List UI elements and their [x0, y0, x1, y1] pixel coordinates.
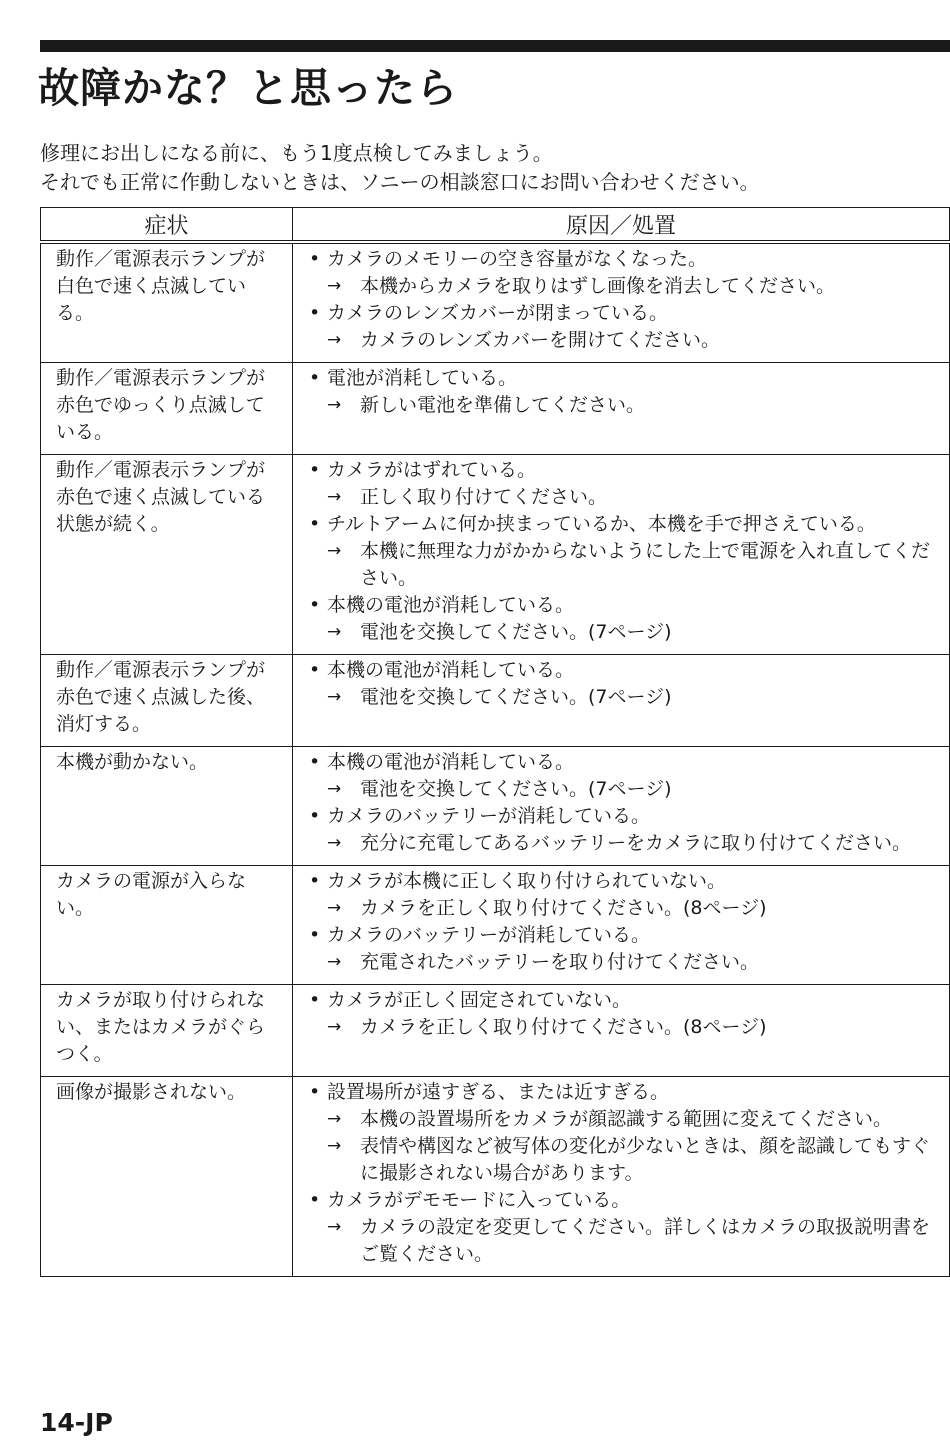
cause-item	[307, 300, 939, 327]
intro-line: それでも正常に作動しないときは、ソニーの相談窓口にお問い合わせください。	[40, 170, 760, 194]
arrow-right-icon: →	[327, 395, 342, 415]
cause-remedy-cell	[293, 1077, 950, 1277]
cause-text: 本機の電池が消耗している。	[327, 594, 575, 616]
remedy-text: 充電されたバッテリーを取り付けてください。	[360, 951, 760, 973]
column-header-cause-remedy: 原因／処置	[293, 208, 950, 243]
cause-text: カメラが本機に正しく取り付けられていない。	[327, 870, 727, 892]
cause-text: カメラのバッテリーが消耗している。	[327, 805, 651, 827]
cause-item	[307, 987, 939, 1014]
remedy-item	[307, 1106, 939, 1133]
cause-text: チルトアームに何か挟まっているか、本機を手で押さえている。	[327, 513, 876, 535]
page-title: 故障かな？と思ったら	[38, 64, 458, 112]
cause-remedy-cell	[293, 455, 950, 655]
intro-text	[40, 139, 760, 197]
page-number: 14-JP	[40, 1408, 113, 1437]
bullet-icon: •	[309, 870, 321, 892]
remedy-text: 電池を交換してください。(7ページ)	[360, 686, 672, 708]
arrow-right-icon: →	[327, 779, 342, 799]
table-row	[41, 455, 950, 655]
remedy-item	[307, 273, 939, 300]
intro-line: 修理にお出しになる前に、もう1度点検してみましょう。	[40, 141, 553, 165]
bullet-icon: •	[309, 989, 321, 1011]
remedy-text: カメラのレンズカバーを開けてください。	[360, 329, 720, 351]
arrow-right-icon: →	[327, 276, 342, 296]
remedy-text: 電池を交換してください。(7ページ)	[360, 778, 672, 800]
table-row	[41, 655, 950, 747]
table-row	[41, 1077, 950, 1277]
cause-text: カメラのバッテリーが消耗している。	[327, 924, 651, 946]
arrow-right-icon: →	[327, 1017, 342, 1037]
remedy-text: 本機に無理な力がかからないようにした上で電源を入れ直してください。	[360, 540, 931, 589]
remedy-text: 電池を交換してください。(7ページ)	[360, 621, 672, 643]
remedy-item	[307, 895, 939, 922]
title-rule	[40, 40, 950, 52]
table-row	[41, 363, 950, 455]
remedy-text: カメラを正しく取り付けてください。(8ページ)	[360, 1016, 767, 1038]
bullet-icon: •	[309, 594, 321, 616]
cause-text: カメラが正しく固定されていない。	[327, 989, 632, 1011]
remedy-item	[307, 776, 939, 803]
bullet-icon: •	[309, 367, 321, 389]
remedy-item	[307, 327, 939, 354]
remedy-item	[307, 392, 939, 419]
table-row	[41, 866, 950, 985]
symptom-cell: 動作／電源表示ランプが赤色で速く点滅した後、消灯する。	[41, 655, 293, 747]
cause-item	[307, 803, 939, 830]
arrow-right-icon: →	[327, 833, 342, 853]
cause-remedy-cell	[293, 985, 950, 1077]
arrow-right-icon: →	[327, 687, 342, 707]
arrow-right-icon: →	[327, 487, 342, 507]
remedy-text: カメラの設定を変更してください。詳しくはカメラの取扱説明書をご覧ください。	[360, 1216, 931, 1265]
remedy-item	[307, 949, 939, 976]
bullet-icon: •	[309, 751, 321, 773]
cause-item	[307, 365, 939, 392]
remedy-text: 本機の設置場所をカメラが顔認識する範囲に変えてください。	[360, 1108, 893, 1130]
arrow-right-icon: →	[327, 541, 342, 561]
cause-remedy-cell	[293, 363, 950, 455]
symptom-cell: 動作／電源表示ランプが白色で速く点滅している。	[41, 242, 293, 363]
cause-item	[307, 868, 939, 895]
bullet-icon: •	[309, 459, 321, 481]
cause-text: 本機の電池が消耗している。	[327, 659, 575, 681]
remedy-text: カメラを正しく取り付けてください。(8ページ)	[360, 897, 767, 919]
remedy-item	[307, 1133, 939, 1187]
cause-item	[307, 1187, 939, 1214]
symptom-cell: カメラの電源が入らない。	[41, 866, 293, 985]
remedy-text: 本機からカメラを取りはずし画像を消去してください。	[360, 275, 836, 297]
cause-text: 設置場所が遠すぎる、または近すぎる。	[327, 1081, 670, 1103]
remedy-text: 新しい電池を準備してください。	[360, 394, 646, 416]
remedy-item	[307, 1214, 939, 1268]
bullet-icon: •	[309, 805, 321, 827]
cause-remedy-cell	[293, 747, 950, 866]
cause-item	[307, 511, 939, 538]
arrow-right-icon: →	[327, 622, 342, 642]
table-row	[41, 242, 950, 363]
remedy-item	[307, 830, 939, 857]
cause-remedy-cell	[293, 655, 950, 747]
arrow-right-icon: →	[327, 1136, 342, 1156]
cause-item	[307, 922, 939, 949]
cause-item	[307, 457, 939, 484]
remedy-item	[307, 619, 939, 646]
remedy-text: 表情や構図など被写体の変化が少ないときは、顔を認識してもすぐに撮影されない場合があります。	[360, 1135, 931, 1184]
cause-text: 電池が消耗している。	[327, 367, 518, 389]
remedy-item	[307, 538, 939, 592]
arrow-right-icon: →	[327, 1109, 342, 1129]
arrow-right-icon: →	[327, 330, 342, 350]
cause-text: カメラのレンズカバーが閉まっている。	[327, 302, 668, 324]
table-row	[41, 985, 950, 1077]
table-header-row	[41, 208, 950, 243]
remedy-item	[307, 684, 939, 711]
table-body	[41, 242, 950, 1277]
cause-item	[307, 592, 939, 619]
cause-item	[307, 749, 939, 776]
bullet-icon: •	[309, 659, 321, 681]
symptom-cell: 動作／電源表示ランプが赤色でゆっくり点滅している。	[41, 363, 293, 455]
cause-text: カメラのメモリーの空き容量がなくなった。	[327, 248, 708, 270]
table-row	[41, 747, 950, 866]
cause-remedy-cell	[293, 242, 950, 363]
symptom-cell: 画像が撮影されない。	[41, 1077, 293, 1277]
cause-item	[307, 1079, 939, 1106]
bullet-icon: •	[309, 1081, 321, 1103]
remedy-text: 充分に充電してあるバッテリーをカメラに取り付けてください。	[360, 832, 912, 854]
symptom-cell: カメラが取り付けられない、またはカメラがぐらつく。	[41, 985, 293, 1077]
bullet-icon: •	[309, 924, 321, 946]
bullet-icon: •	[309, 248, 321, 270]
bullet-icon: •	[309, 302, 321, 324]
troubleshooting-table	[40, 207, 950, 1277]
arrow-right-icon: →	[327, 1217, 342, 1237]
bullet-icon: •	[309, 1189, 321, 1211]
cause-item	[307, 657, 939, 684]
cause-remedy-cell	[293, 866, 950, 985]
column-header-symptom: 症状	[41, 208, 293, 243]
remedy-text: 正しく取り付けてください。	[360, 486, 608, 508]
symptom-cell: 本機が動かない。	[41, 747, 293, 866]
bullet-icon: •	[309, 513, 321, 535]
remedy-item	[307, 484, 939, 511]
symptom-cell: 動作／電源表示ランプが赤色で速く点滅している状態が続く。	[41, 455, 293, 655]
cause-text: カメラがはずれている。	[327, 459, 537, 481]
arrow-right-icon: →	[327, 898, 342, 918]
arrow-right-icon: →	[327, 952, 342, 972]
cause-text: 本機の電池が消耗している。	[327, 751, 575, 773]
cause-text: カメラがデモモードに入っている。	[327, 1189, 631, 1211]
cause-item	[307, 246, 939, 273]
remedy-item	[307, 1014, 939, 1041]
